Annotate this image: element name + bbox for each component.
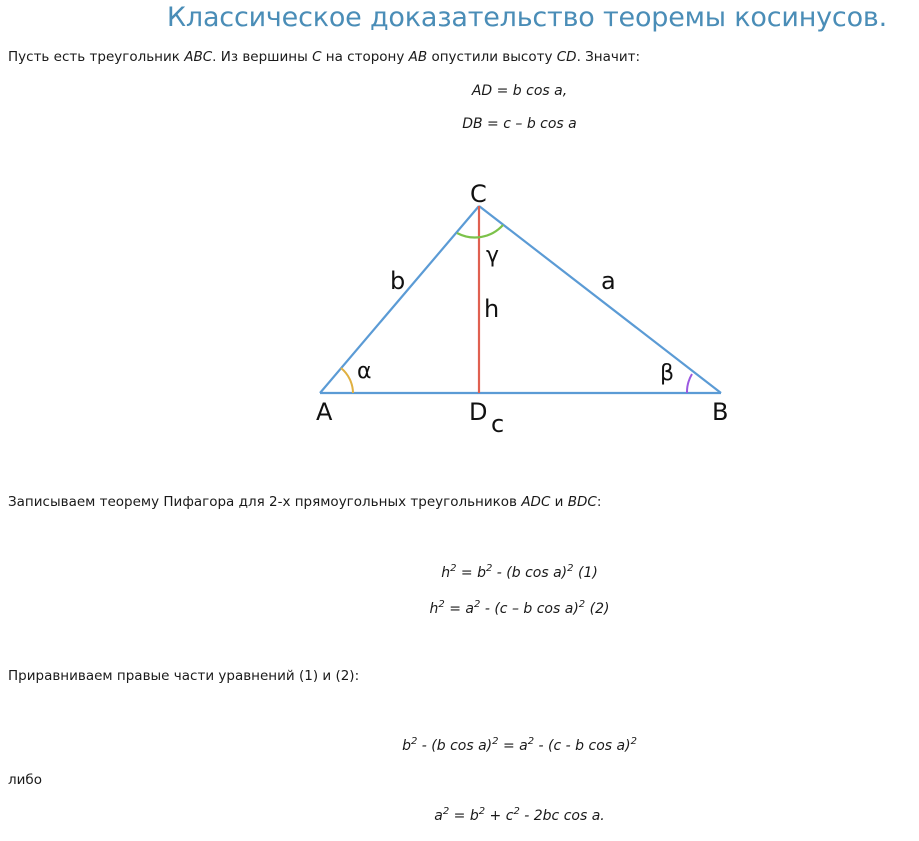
eq-term: - (c - b cos a) <box>534 738 631 754</box>
pythagoras-text: Записываем теорему Пифагора для 2-х прямоугольных треугольников <box>8 494 522 510</box>
angle-label-gamma: γ <box>486 243 500 268</box>
intro-paragraph <box>8 48 640 66</box>
intro-text: опустили высоту <box>427 49 557 65</box>
eq-term: - (b cos a) <box>492 565 568 581</box>
exponent: 2 <box>492 736 499 747</box>
side-b-line <box>320 206 479 393</box>
eq-term: = a <box>498 738 528 754</box>
eq-term: = b <box>456 565 486 581</box>
vertex-label-b: B <box>712 398 729 426</box>
equation-law-of-cosines <box>60 807 919 825</box>
eq-term: - (c – b cos a) <box>480 601 579 617</box>
eq-term: - 2bc cos a. <box>519 808 605 824</box>
equation-2 <box>60 600 919 618</box>
triangle-diagram <box>300 170 760 440</box>
exponent: 2 <box>578 599 586 610</box>
intro-text: . Из вершины <box>212 49 313 65</box>
vertex-label-a: A <box>316 398 333 426</box>
intro-text: на сторону <box>321 49 409 65</box>
vertex-label-c: C <box>470 180 487 208</box>
eq-term: = b <box>449 808 479 824</box>
eq-term: a <box>434 808 443 824</box>
vertex-label-d: D <box>469 398 488 426</box>
page-title: Классическое доказательство теоремы косинусов. <box>166 2 887 33</box>
exponent: 2 <box>630 736 637 747</box>
vertex-name: C <box>312 49 322 65</box>
equation-1 <box>60 564 919 582</box>
intro-text: Пусть есть треугольник <box>8 49 185 65</box>
eq-term: h <box>429 601 439 617</box>
exponent: 2 <box>450 563 457 574</box>
equation-3 <box>60 737 919 755</box>
equation-ad: AD = b cos a, <box>471 83 568 99</box>
beta-arc <box>687 374 692 393</box>
triangle-name: ABC <box>184 49 213 65</box>
exponent: 2 <box>438 599 445 610</box>
eq-term: h <box>441 565 451 581</box>
exponent: 2 <box>527 736 535 747</box>
exponent: 2 <box>474 599 481 610</box>
triangle-adc: ADC <box>521 494 551 510</box>
side-a-line <box>479 206 721 393</box>
side-label-b: b <box>390 267 406 295</box>
intro-text: . Значит: <box>576 49 641 65</box>
angle-label-beta: β <box>660 361 675 386</box>
equation-db: DB = c – b cos a <box>462 116 577 132</box>
height-label-h: h <box>484 295 500 323</box>
exponent: 2 <box>485 563 493 574</box>
triangle-bdc: BDC <box>567 494 597 510</box>
equate-paragraph: Приравниваем правые части уравнений (1) и (2): <box>8 668 360 684</box>
conjunction: и <box>550 494 568 510</box>
side-label-c: c <box>491 410 505 438</box>
side-label-a: a <box>601 267 616 295</box>
eq-term: = a <box>444 601 475 617</box>
alpha-arc <box>341 368 353 393</box>
or-text: либо <box>8 772 42 788</box>
equation-tag: (1) <box>573 565 598 581</box>
angle-label-alpha: α <box>357 359 372 384</box>
eq-term: b <box>402 738 411 754</box>
exponent: 2 <box>567 563 574 574</box>
colon: : <box>596 494 602 510</box>
exponent: 2 <box>513 806 520 817</box>
eq-term: - (b cos a) <box>417 738 493 754</box>
pythagoras-paragraph <box>8 493 601 511</box>
height-name: CD <box>556 49 577 65</box>
exponent: 2 <box>478 806 486 817</box>
exponent: 2 <box>410 736 418 747</box>
exponent: 2 <box>442 806 450 817</box>
side-name: AB <box>408 49 428 65</box>
eq-term: + c <box>485 808 514 824</box>
equation-tag: (2) <box>585 601 610 617</box>
